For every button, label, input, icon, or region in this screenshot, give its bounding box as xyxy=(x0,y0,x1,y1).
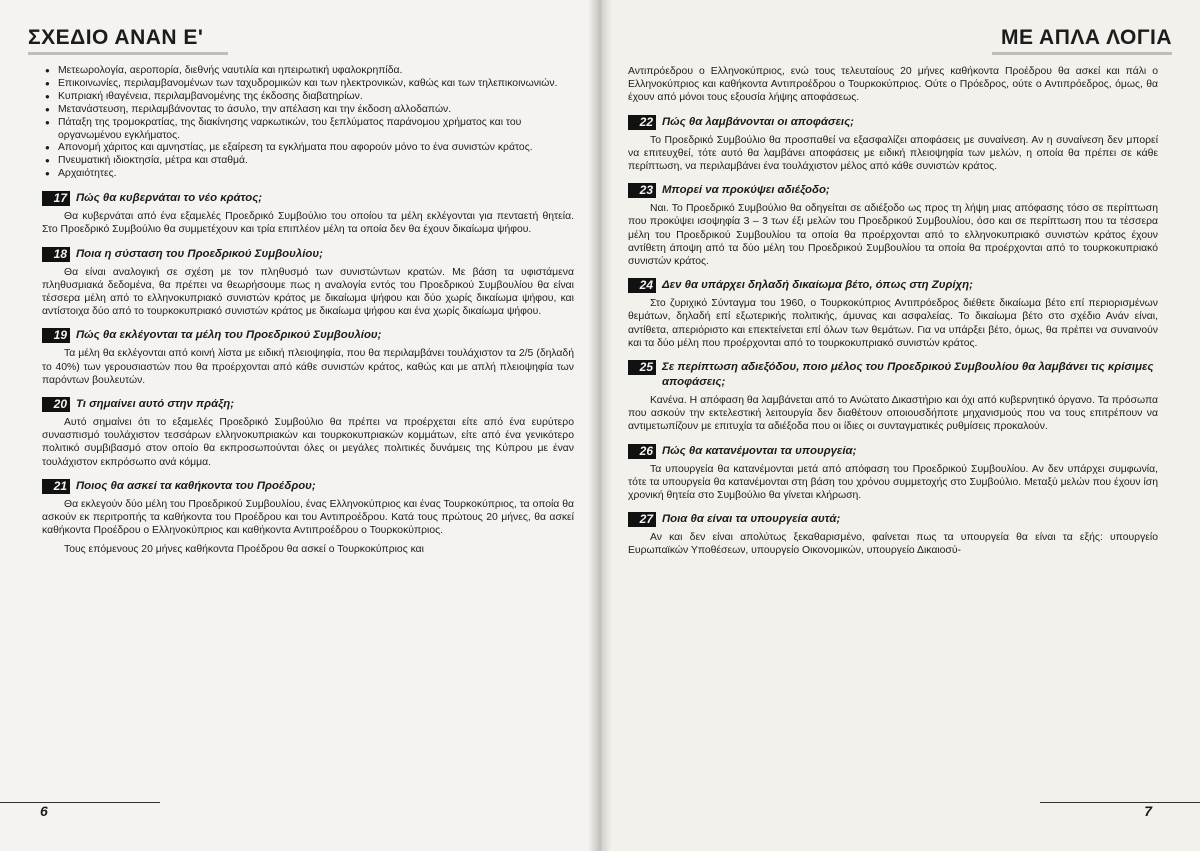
question-section-18 xyxy=(42,247,574,319)
answer-paragraph: Τα μέλη θα εκλέγονται από κοινή λίστα με ειδική πλειοψηφία, που θα περιλαμβάνει τουλάχιστον τα 2/5 (δηλαδή το 40%) των γερουσιαστών που θα προέρχονται από κάθε συνιστών κράτος, καθώς και με απλή πλειοψηφία των παρόντων βουλευτών. xyxy=(42,348,574,386)
question-text: Μπορεί να προκύψει αδιέξοδο; xyxy=(662,184,830,197)
continued-paragraph: Αντιπρόεδρου ο Ελληνοκύπριος, ενώ τους τελευταίους 20 μήνες καθήκοντα Προέδρου θα ασκεί και πάλι ο Ελληνοκύπριος και καθήκοντα Αντιπροέδρου ο Τουρκοκύπριος. Ούτε ο Πρόεδρος, ούτε ο Αντιπρόεδρος, όμως, θα έχουν από μόνοι τους εξουσία λήψης αποφάσεως. xyxy=(628,66,1158,104)
running-head-rule xyxy=(992,52,1172,55)
question-number-badge: 25 xyxy=(628,360,656,375)
footer-rule xyxy=(0,802,160,803)
question-heading xyxy=(628,115,1158,130)
question-text: Τι σημαίνει αυτό στην πράξη; xyxy=(76,397,235,410)
question-text: Πώς θα εκλέγονται τα μέλη του Προεδρικού Συμβουλίου; xyxy=(76,329,382,342)
question-text: Πώς θα λαμβάνονται οι αποφάσεις; xyxy=(662,115,854,128)
question-number-badge: 20 xyxy=(42,397,70,412)
question-section-26 xyxy=(628,444,1158,503)
question-number-badge: 23 xyxy=(628,183,656,198)
question-text: Ποιος θα ασκεί τα καθήκοντα του Προέδρου; xyxy=(76,479,316,492)
question-section-17 xyxy=(42,191,574,236)
answer-paragraph: Αυτό σημαίνει ότι το εξαμελές Προεδρικό Συμβούλιο θα πρέπει να προέρχεται είτε από ένα ευρύτερο συνασπισμό τουλάχιστον τεσσάρων ελληνοκυπριακών και τουρκοκυπριακών κομμάτων, είτε από ένα γενικότερο πολιτικό συμβιβασμό στον οποίο θα εκπροσωπούνται όλες οι μεγάλες πολιτικές δυνάμεις της Κύπρου με έναν τουλάχιστον εκπρόσωπο ανά κόμμα. xyxy=(42,416,574,468)
bullet-item: ● Αρχαιότητες. xyxy=(42,168,574,181)
question-section-27 xyxy=(628,512,1158,557)
answer-paragraph: Στο ζυριχικό Σύνταγμα του 1960, ο Τουρκοκύπριος Αντιπρόεδρος διέθετε δικαίωμα βέτο επί περιορισμένων θεμάτων, δηλαδή επί εξωτερικής πολιτικής, άμυνας και ασφαλείας. Το δικαίωμα βέτο στο σχέδιο Ανάν είναι, αντίθετα, απεριόριστο και επεκτείνεται επί όλων των θεμάτων. Για να υπάρξει βέτο, όμως, θα πρέπει να συναινούν και τα δύο μέλη που προέρχονται από το τουρκοκυπριακό συνιστών κράτος. xyxy=(628,298,1158,349)
question-heading xyxy=(42,328,574,343)
question-heading xyxy=(42,247,574,262)
answer-paragraph: Θα εκλεγούν δύο μέλη του Προεδρικού Συμβουλίου, ένας Ελληνοκύπριος και ένας Τουρκοκύπριος, τα οποία θα ασκούν εκ περιτροπής τα καθήκοντα του Προέδρου και του Αντιπροέδρου. Κατά τους πρώτους 20 μήνες, θα ασκεί καθήκοντα Προέδρου ο Ελληνοκύπριος και καθήκοντα Αντιπροέδρου ο Τουρκοκύπριος. xyxy=(42,498,574,537)
bullet-item: ● Κυπριακή ιθαγένεια, περιλαμβανομένης της έκδοσης διαβατηρίων. xyxy=(42,91,574,104)
question-text: Ποια η σύσταση του Προεδρικού Συμβουλίου; xyxy=(76,247,323,260)
question-heading xyxy=(628,444,1158,459)
question-text: Σε περίπτωση αδιεξόδου, ποιο μέλος του Προεδρικού Συμβουλίου θα λαμβάνει τις κρίσιμες αποφάσεις; xyxy=(662,361,1154,389)
question-heading xyxy=(42,397,574,412)
question-section-22 xyxy=(628,115,1158,174)
question-heading xyxy=(42,479,574,494)
question-text: Ποια θα είναι τα υπουργεία αυτά; xyxy=(662,513,841,526)
answer-paragraph: Θα είναι αναλογική σε σχέση με τον πληθυσμό των συνιστώντων κρατών. Με βάση τα υφιστάμενα πληθυσμιακά δεδομένα, θα πρέπει να θεωρήσουμε πως η αναλογία εντός του Προεδρικού Συμβουλίου θα είναι τέσσερα μέλη από το ελληνοκυπριακό συνιστών κράτος με δικαίωμα ψήφου και δύο χωρίς δικαίωμα ψήφου, και αντίστοιχα δύο από το τουρκοκυπριακό συνιστών κράτος με δικαίωμα ψήφου και ένα χωρίς δικαίωμα ψήφου. xyxy=(42,266,574,318)
running-head-right: ΜΕ ΑΠΛΑ ΛΟΓΙΑ xyxy=(1000,26,1172,49)
running-head-rule xyxy=(28,52,228,55)
question-text: Πώς θα κατανέμονται τα υπουργεία; xyxy=(662,444,857,457)
answer-paragraph: Ναι. Το Προεδρικό Συμβούλιο θα οδηγείται σε αδιέξοδο ως προς τη λήψη μιας απόφασης τόσο σε περίπτωση που προκύψει ισοψηφία 3 – 3 των έξι μελών του Προεδρικού Συμβουλίου, όσο και σε περίπτωση που τα τέσσερα μέλη του Προεδρικού Συμβουλίου τα οποία θα προέρχονται από το ελληνοκυπριακό συνιστών κράτος έχουν αντίθετη άποψη από τα δύο μέλη του Προεδρικού Συμβουλίου τα οποία θα προέρχονται από το τουρκοκυπριακό συνιστών κράτος. xyxy=(628,203,1158,268)
question-number-badge: 19 xyxy=(42,328,70,343)
question-number-badge: 21 xyxy=(42,479,70,494)
question-section-21 xyxy=(42,479,574,557)
question-section-23 xyxy=(628,183,1158,268)
question-heading xyxy=(628,360,1158,390)
left-sections xyxy=(42,191,574,556)
question-heading xyxy=(628,278,1158,293)
bullet-item: ● Μετεωρολογία, αεροπορία, διεθνής ναυτιλία και ηπειρωτική υφαλοκρηπίδα. xyxy=(42,65,574,78)
page-number-left: 6 xyxy=(40,803,48,819)
question-section-24 xyxy=(628,278,1158,350)
footer-rule xyxy=(1040,802,1200,803)
question-section-25 xyxy=(628,360,1158,434)
question-text: Πώς θα κυβερνάται το νέο κράτος; xyxy=(76,192,263,205)
bullet-item: ● Επικοινωνίες, περιλαμβανομένων των ταχυδρομικών και των ηλεκτρονικών, καθώς και των τηλεπικοινωνιών. xyxy=(42,78,574,91)
question-section-19 xyxy=(42,328,574,387)
answer-paragraph: Το Προεδρικό Συμβούλιο θα προσπαθεί να εξασφαλίζει αποφάσεις με συναίνεση. Αν η συναίνεση δεν μπορεί να επιτευχθεί, τότε αυτό θα λαμβάνει αποφάσεις με ειδική πλειοψηφία των μελών, η οποία θα πρέπει σε κάθε περίπτωση, να περιλαμβάνει ένα τουλάχιστον μέλος από κάθε συνιστών κράτος. xyxy=(628,134,1158,173)
question-section-20 xyxy=(42,397,574,469)
question-number-badge: 22 xyxy=(628,115,656,130)
question-text: Δεν θα υπάρχει δηλαδή δικαίωμα βέτο, όπως στη Ζυρίχη; xyxy=(662,279,973,292)
right-sections xyxy=(628,115,1158,558)
question-number-badge: 24 xyxy=(628,278,656,293)
bullet-item: ● Απονομή χάριτος και αμνηστίας, με εξαίρεση τα εγκλήματα που αφορούν μόνο το ένα συνιστών κράτος. xyxy=(42,142,574,155)
right-page xyxy=(600,0,1200,851)
answer-paragraph: Κανένα. Η απόφαση θα λαμβάνεται από το Ανώτατο Δικαστήριο και όχι από κυβερνητικό όργανο. Τα πρόσωπα που ασκούν την εκτελεστική λειτουργία δεν διαθέτουν οποιουσδήποτε μηχανισμούς που να τους επιτρέπουν να αντιμετωπίζουν με επιτυχία τα αδιέξοδα που οι ίδιες οι συνταγματικές ρυθμίσεις προκαλούν. xyxy=(628,395,1158,433)
bullet-item: ● Μετανάστευση, περιλαμβάνοντας το άσυλο, την απέλαση και την έκδοση αλλοδαπών. xyxy=(42,104,574,117)
answer-paragraph: Αν και δεν είναι απολύτως ξεκαθαρισμένο, φαίνεται πως τα υπουργεία θα είναι τα εξής: υπουργείο Ευρωπαϊκών Υποθέσεων, υπουργείο Οικονομικών, υπουργείο Δικαιοσύ- xyxy=(628,532,1158,557)
running-head-left: ΣΧΕΔΙΟ ΑΝΑΝ Ε' xyxy=(28,26,204,49)
answer-paragraph: Τους επόμενους 20 μήνες καθήκοντα Προέδρου θα ασκεί ο Τουρκοκύπριος και xyxy=(64,544,424,556)
answer-paragraph: Θα κυβερνάται από ένα εξαμελές Προεδρικό Συμβούλιο του οποίου τα μέλη εκλέγονται για πενταετή θητεία. Στο Προεδρικό Συμβούλιο θα συμμετέχουν και τρία επιπλέον μέλη τα οποία δεν θα έχουν δικαίωμα ψήφου. xyxy=(42,211,574,236)
page-number-right: 7 xyxy=(1144,803,1152,819)
question-heading xyxy=(628,512,1158,527)
bullet-item: ● Πνευματική ιδιοκτησία, μέτρα και σταθμά. xyxy=(42,155,574,168)
question-number-badge: 17 xyxy=(42,191,70,206)
question-heading xyxy=(42,191,574,206)
question-number-badge: 26 xyxy=(628,444,656,459)
bullet-list xyxy=(42,65,574,181)
answer-paragraph: Τα υπουργεία θα κατανέμονται μετά από απόφαση του Προεδρικού Συμβουλίου. Αν δεν υπάρχει συμφωνία, τότε τα υπουργεία θα κατανέμονται στη βάση του χρόνου συμμετοχής στο Συμβούλιο. Μεταξύ μελών που έχουν ίση χρονική θητεία στο Συμβούλιο θα γίνεται κλήρωση. xyxy=(628,463,1158,502)
question-number-badge: 27 xyxy=(628,512,656,527)
bullet-item: ● Πάταξη της τρομοκρατίας, της διακίνησης ναρκωτικών, του ξεπλύματος παράνομου χρήματος και του οργανωμένου εγκλήματος. xyxy=(42,117,574,143)
question-heading xyxy=(628,183,1158,198)
question-number-badge: 18 xyxy=(42,247,70,262)
